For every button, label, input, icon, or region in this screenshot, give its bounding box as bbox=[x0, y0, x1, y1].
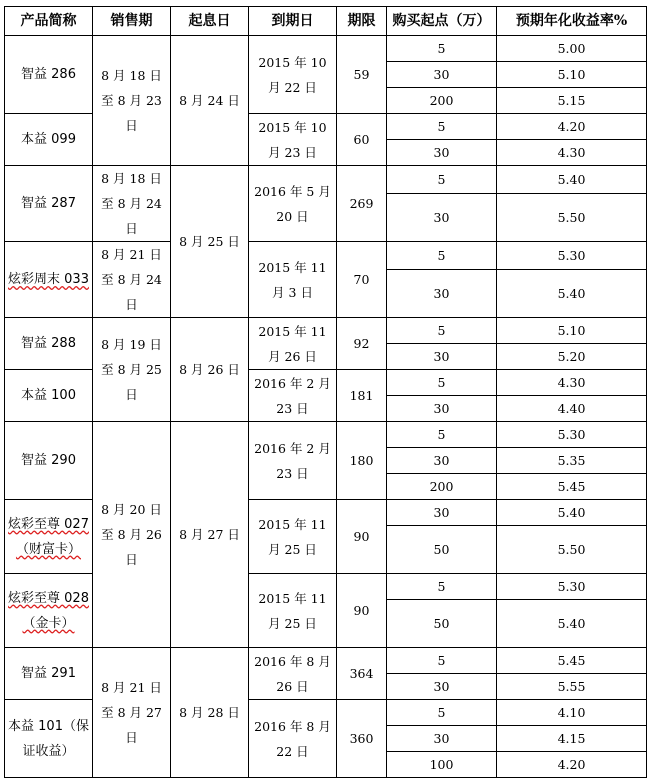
term: 181 bbox=[337, 370, 387, 422]
min-purchase: 100 bbox=[387, 752, 497, 778]
expected-rate: 5.45 bbox=[497, 474, 647, 500]
min-purchase: 5 bbox=[387, 166, 497, 194]
expected-rate: 4.40 bbox=[497, 396, 647, 422]
expected-rate: 5.30 bbox=[497, 574, 647, 600]
table-row bbox=[5, 422, 647, 448]
min-purchase: 30 bbox=[387, 344, 497, 370]
min-purchase: 5 bbox=[387, 36, 497, 62]
product-name: 本益 099 bbox=[5, 114, 93, 166]
min-purchase: 5 bbox=[387, 648, 497, 674]
product-name: 炫彩至尊 028（金卡） bbox=[5, 574, 93, 648]
min-purchase: 30 bbox=[387, 726, 497, 752]
min-purchase: 30 bbox=[387, 62, 497, 88]
term: 360 bbox=[337, 700, 387, 778]
term: 180 bbox=[337, 422, 387, 500]
min-purchase: 5 bbox=[387, 318, 497, 344]
header-expected-rate: 预期年化收益率% bbox=[497, 7, 647, 36]
start-date: 8 月 27 日 bbox=[171, 422, 249, 648]
expected-rate: 5.40 bbox=[497, 600, 647, 648]
expected-rate: 5.50 bbox=[497, 194, 647, 242]
sale-period: 8 月 19 日至 8 月 25 日 bbox=[93, 318, 171, 422]
expected-rate: 5.50 bbox=[497, 526, 647, 574]
start-date: 8 月 25 日 bbox=[171, 166, 249, 318]
due-date: 2015 年 11 月 26 日 bbox=[249, 318, 337, 370]
table-row bbox=[5, 648, 647, 674]
product-name: 炫彩至尊 027（财富卡） bbox=[5, 500, 93, 574]
term: 70 bbox=[337, 242, 387, 318]
expected-rate: 5.40 bbox=[497, 166, 647, 194]
sale-period: 8 月 20 日至 8 月 26 日 bbox=[93, 422, 171, 648]
min-purchase: 30 bbox=[387, 674, 497, 700]
term: 90 bbox=[337, 574, 387, 648]
min-purchase: 30 bbox=[387, 396, 497, 422]
expected-rate: 5.40 bbox=[497, 270, 647, 318]
min-purchase: 30 bbox=[387, 194, 497, 242]
expected-rate: 5.10 bbox=[497, 318, 647, 344]
product-name: 智益 287 bbox=[5, 166, 93, 242]
table-row bbox=[5, 318, 647, 344]
expected-rate: 4.30 bbox=[497, 140, 647, 166]
start-date: 8 月 24 日 bbox=[171, 36, 249, 166]
min-purchase: 200 bbox=[387, 88, 497, 114]
product-name: 智益 290 bbox=[5, 422, 93, 500]
min-purchase: 30 bbox=[387, 500, 497, 526]
due-date: 2015 年 11 月 25 日 bbox=[249, 574, 337, 648]
due-date: 2016 年 5 月 20 日 bbox=[249, 166, 337, 242]
due-date: 2016 年 2 月 23 日 bbox=[249, 422, 337, 500]
expected-rate: 4.20 bbox=[497, 114, 647, 140]
expected-rate: 4.30 bbox=[497, 370, 647, 396]
min-purchase: 50 bbox=[387, 526, 497, 574]
start-date: 8 月 26 日 bbox=[171, 318, 249, 422]
term: 269 bbox=[337, 166, 387, 242]
expected-rate: 5.30 bbox=[497, 242, 647, 270]
term: 60 bbox=[337, 114, 387, 166]
due-date: 2015 年 10 月 23 日 bbox=[249, 114, 337, 166]
term: 59 bbox=[337, 36, 387, 114]
table-row bbox=[5, 242, 647, 270]
sale-period: 8 月 18 日至 8 月 24 日 bbox=[93, 166, 171, 242]
header-name: 产品简称 bbox=[5, 7, 93, 36]
expected-rate: 5.00 bbox=[497, 36, 647, 62]
product-table bbox=[4, 6, 647, 778]
product-name: 智益 288 bbox=[5, 318, 93, 370]
header-min-purchase: 购买起点（万） bbox=[387, 7, 497, 36]
due-date: 2015 年 11 月 3 日 bbox=[249, 242, 337, 318]
min-purchase: 5 bbox=[387, 422, 497, 448]
min-purchase: 5 bbox=[387, 700, 497, 726]
expected-rate: 5.15 bbox=[497, 88, 647, 114]
expected-rate: 4.15 bbox=[497, 726, 647, 752]
min-purchase: 30 bbox=[387, 448, 497, 474]
expected-rate: 5.35 bbox=[497, 448, 647, 474]
table-row bbox=[5, 36, 647, 62]
product-name: 炫彩周末 033 bbox=[5, 242, 93, 318]
due-date: 2016 年 2 月 23 日 bbox=[249, 370, 337, 422]
due-date: 2016 年 8 月 26 日 bbox=[249, 648, 337, 700]
product-name: 本益 100 bbox=[5, 370, 93, 422]
min-purchase: 30 bbox=[387, 140, 497, 166]
expected-rate: 4.20 bbox=[497, 752, 647, 778]
min-purchase: 200 bbox=[387, 474, 497, 500]
product-name: 智益 291 bbox=[5, 648, 93, 700]
min-purchase: 30 bbox=[387, 270, 497, 318]
expected-rate: 5.55 bbox=[497, 674, 647, 700]
table-row bbox=[5, 166, 647, 194]
expected-rate: 5.10 bbox=[497, 62, 647, 88]
expected-rate: 5.40 bbox=[497, 500, 647, 526]
due-date: 2015 年 10 月 22 日 bbox=[249, 36, 337, 114]
header-term: 期限 bbox=[337, 7, 387, 36]
header-sale-period: 销售期 bbox=[93, 7, 171, 36]
expected-rate: 5.30 bbox=[497, 422, 647, 448]
expected-rate: 4.10 bbox=[497, 700, 647, 726]
sale-period: 8 月 21 日至 8 月 27 日 bbox=[93, 648, 171, 778]
term: 90 bbox=[337, 500, 387, 574]
product-name: 智益 286 bbox=[5, 36, 93, 114]
sale-period: 8 月 18 日至 8 月 23 日 bbox=[93, 36, 171, 166]
min-purchase: 5 bbox=[387, 370, 497, 396]
min-purchase: 5 bbox=[387, 114, 497, 140]
header-row bbox=[5, 7, 647, 36]
expected-rate: 5.45 bbox=[497, 648, 647, 674]
min-purchase: 5 bbox=[387, 574, 497, 600]
due-date: 2015 年 11 月 25 日 bbox=[249, 500, 337, 574]
min-purchase: 50 bbox=[387, 600, 497, 648]
header-due-date: 到期日 bbox=[249, 7, 337, 36]
due-date: 2016 年 8 月 22 日 bbox=[249, 700, 337, 778]
product-name: 本益 101（保证收益） bbox=[5, 700, 93, 778]
start-date: 8 月 28 日 bbox=[171, 648, 249, 778]
sale-period: 8 月 21 日至 8 月 24 日 bbox=[93, 242, 171, 318]
min-purchase: 5 bbox=[387, 242, 497, 270]
term: 364 bbox=[337, 648, 387, 700]
expected-rate: 5.20 bbox=[497, 344, 647, 370]
term: 92 bbox=[337, 318, 387, 370]
header-start-date: 起息日 bbox=[171, 7, 249, 36]
